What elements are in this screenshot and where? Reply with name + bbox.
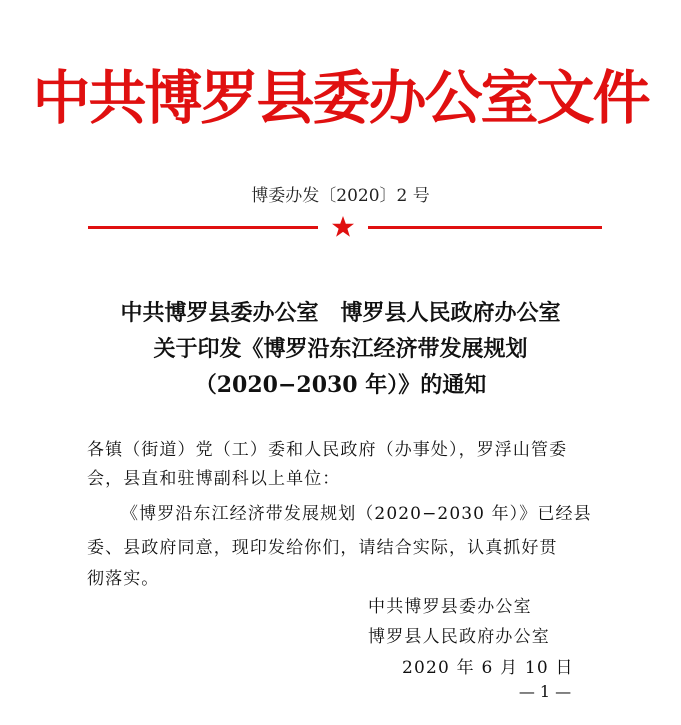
signature-org-1: 中共博罗县委办公室	[368, 597, 532, 617]
notice-title-line-2: 关于印发《博罗沿东江经济带发展规划	[153, 336, 528, 362]
masthead-title: 中共博罗县委办公室文件	[32, 64, 649, 132]
divider-line-right	[368, 226, 602, 229]
body-line-3: 《博罗沿东江经济带发展规划（2020−2030 年）》已经县	[121, 504, 592, 524]
page-number: — 1 —	[518, 682, 572, 701]
divider-line-left	[88, 226, 318, 229]
signature-date: 2020 年 6 月 10 日	[402, 658, 574, 678]
body-line-5: 彻落实。	[87, 569, 160, 589]
body-line-4: 委、县政府同意，现印发给你们，请结合实际，认真抓好贯	[87, 538, 558, 558]
body-line-1: 各镇（街道）党（工）委和人民政府（办事处），罗浮山管委	[87, 440, 568, 460]
document-number: 博委办发〔2020〕2 号	[251, 186, 430, 206]
signature-org-2: 博罗县人民政府办公室	[368, 627, 550, 647]
star-icon	[331, 215, 355, 239]
body-line-2: 会，县直和驻博副科以上单位：	[87, 469, 341, 489]
notice-title-line-1: 中共博罗县委办公室 博罗县人民政府办公室	[120, 300, 561, 326]
notice-title-line-3: （2020−2030 年）》的通知	[194, 372, 487, 398]
